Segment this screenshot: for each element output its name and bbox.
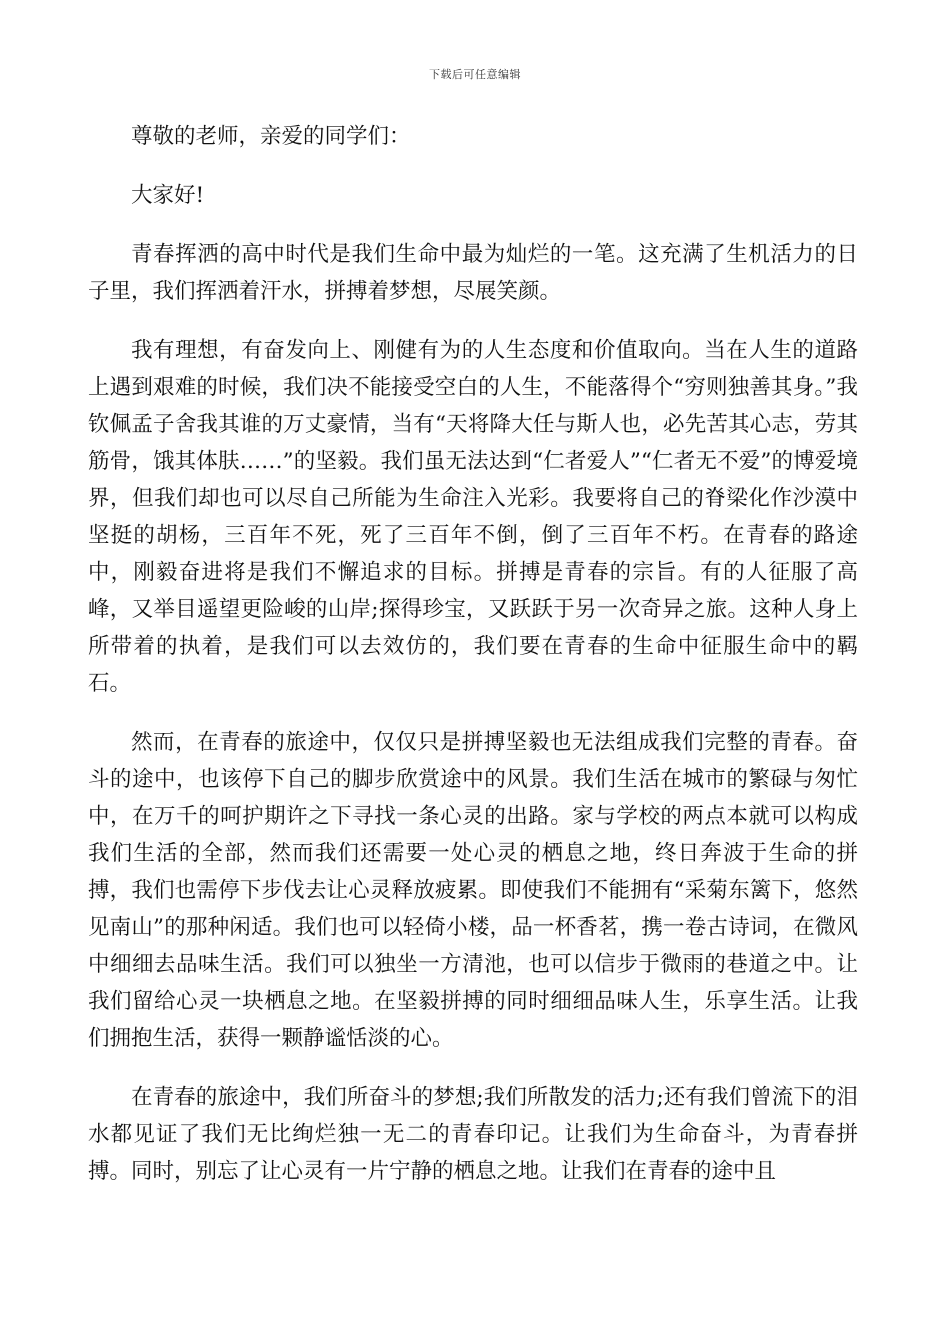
paragraph-intro: 青春挥洒的高中时代是我们生命中最为灿烂的一笔。这充满了生机活力的日子里，我们挥洒着汗水，拼搏着梦想，尽展笑颜。	[88, 242, 858, 304]
salutation: 尊敬的老师，亲爱的同学们：	[131, 124, 411, 149]
document-body	[88, 118, 858, 1190]
greeting: 大家好!	[131, 183, 205, 208]
paragraph-ideals: 我有理想，有奋发向上、刚健有为的人生态度和价值取向。当在人生的道路上遇到艰难的时候，我们决不能接受空白的人生，不能落得个“穷则独善其身。”我钦佩孟子舍我其谁的万丈豪情，当有“天将降大任与斯人也，必先苦其心志，劳其筋骨，饿其体肤……”的坚毅。我们虽无法达到“仁者爱人”“仁者无不爱”的博爱境界，但我们却也可以尽自己所能为生命注入光彩。我要将自己的脊梁化作沙漠中坚挺的胡杨，三百年不死，死了三百年不倒，倒了三百年不朽。在青春的路途中，刚毅奋进将是我们不懈追求的目标。拼搏是青春的宗旨。有的人征服了高峰，又举目遥望更险峻的山岸;探得珍宝，又跃跃于另一次奇异之旅。这种人身上所带着的执着，是我们可以去效仿的，我们要在青春的生命中征服生命中的羁石。	[88, 338, 858, 696]
header-note: 下载后可任意编辑	[429, 68, 521, 81]
paragraph-scenery: 然而，在青春的旅途中，仅仅只是拼搏坚毅也无法组成我们完整的青春。奋斗的途中，也该停下自己的脚步欣赏途中的风景。我们生活在城市的繁碌与匆忙中，在万千的呵护期许之下寻找一条心灵的出路。家与学校的两点本就可以构成我们生活的全部，然而我们还需要一处心灵的栖息之地，终日奔波于生命的拼搏，我们也需停下步伐去让心灵释放疲累。即使我们不能拥有“采菊东篱下，悠然见南山”的那种闲适。我们也可以轻倚小楼，品一杯香茗，携一卷古诗词，在微风中细细去品味生活。我们可以独坐一方清池，也可以信步于微雨的巷道之中。让我们留给心灵一块栖息之地。在坚毅拼搏的同时细细品味人生，乐享生活。让我们拥抱生活，获得一颗静谧恬淡的心。	[88, 730, 858, 1051]
paragraph-conclusion: 在青春的旅途中，我们所奋斗的梦想;我们所散发的活力;还有我们曾流下的泪水都见证了我们无比绚烂独一无二的青春印记。让我们为生命奋斗，为青春拼搏。同时，别忘了让心灵有一片宁静的栖息之地。让我们在青春的途中且	[88, 1085, 858, 1184]
